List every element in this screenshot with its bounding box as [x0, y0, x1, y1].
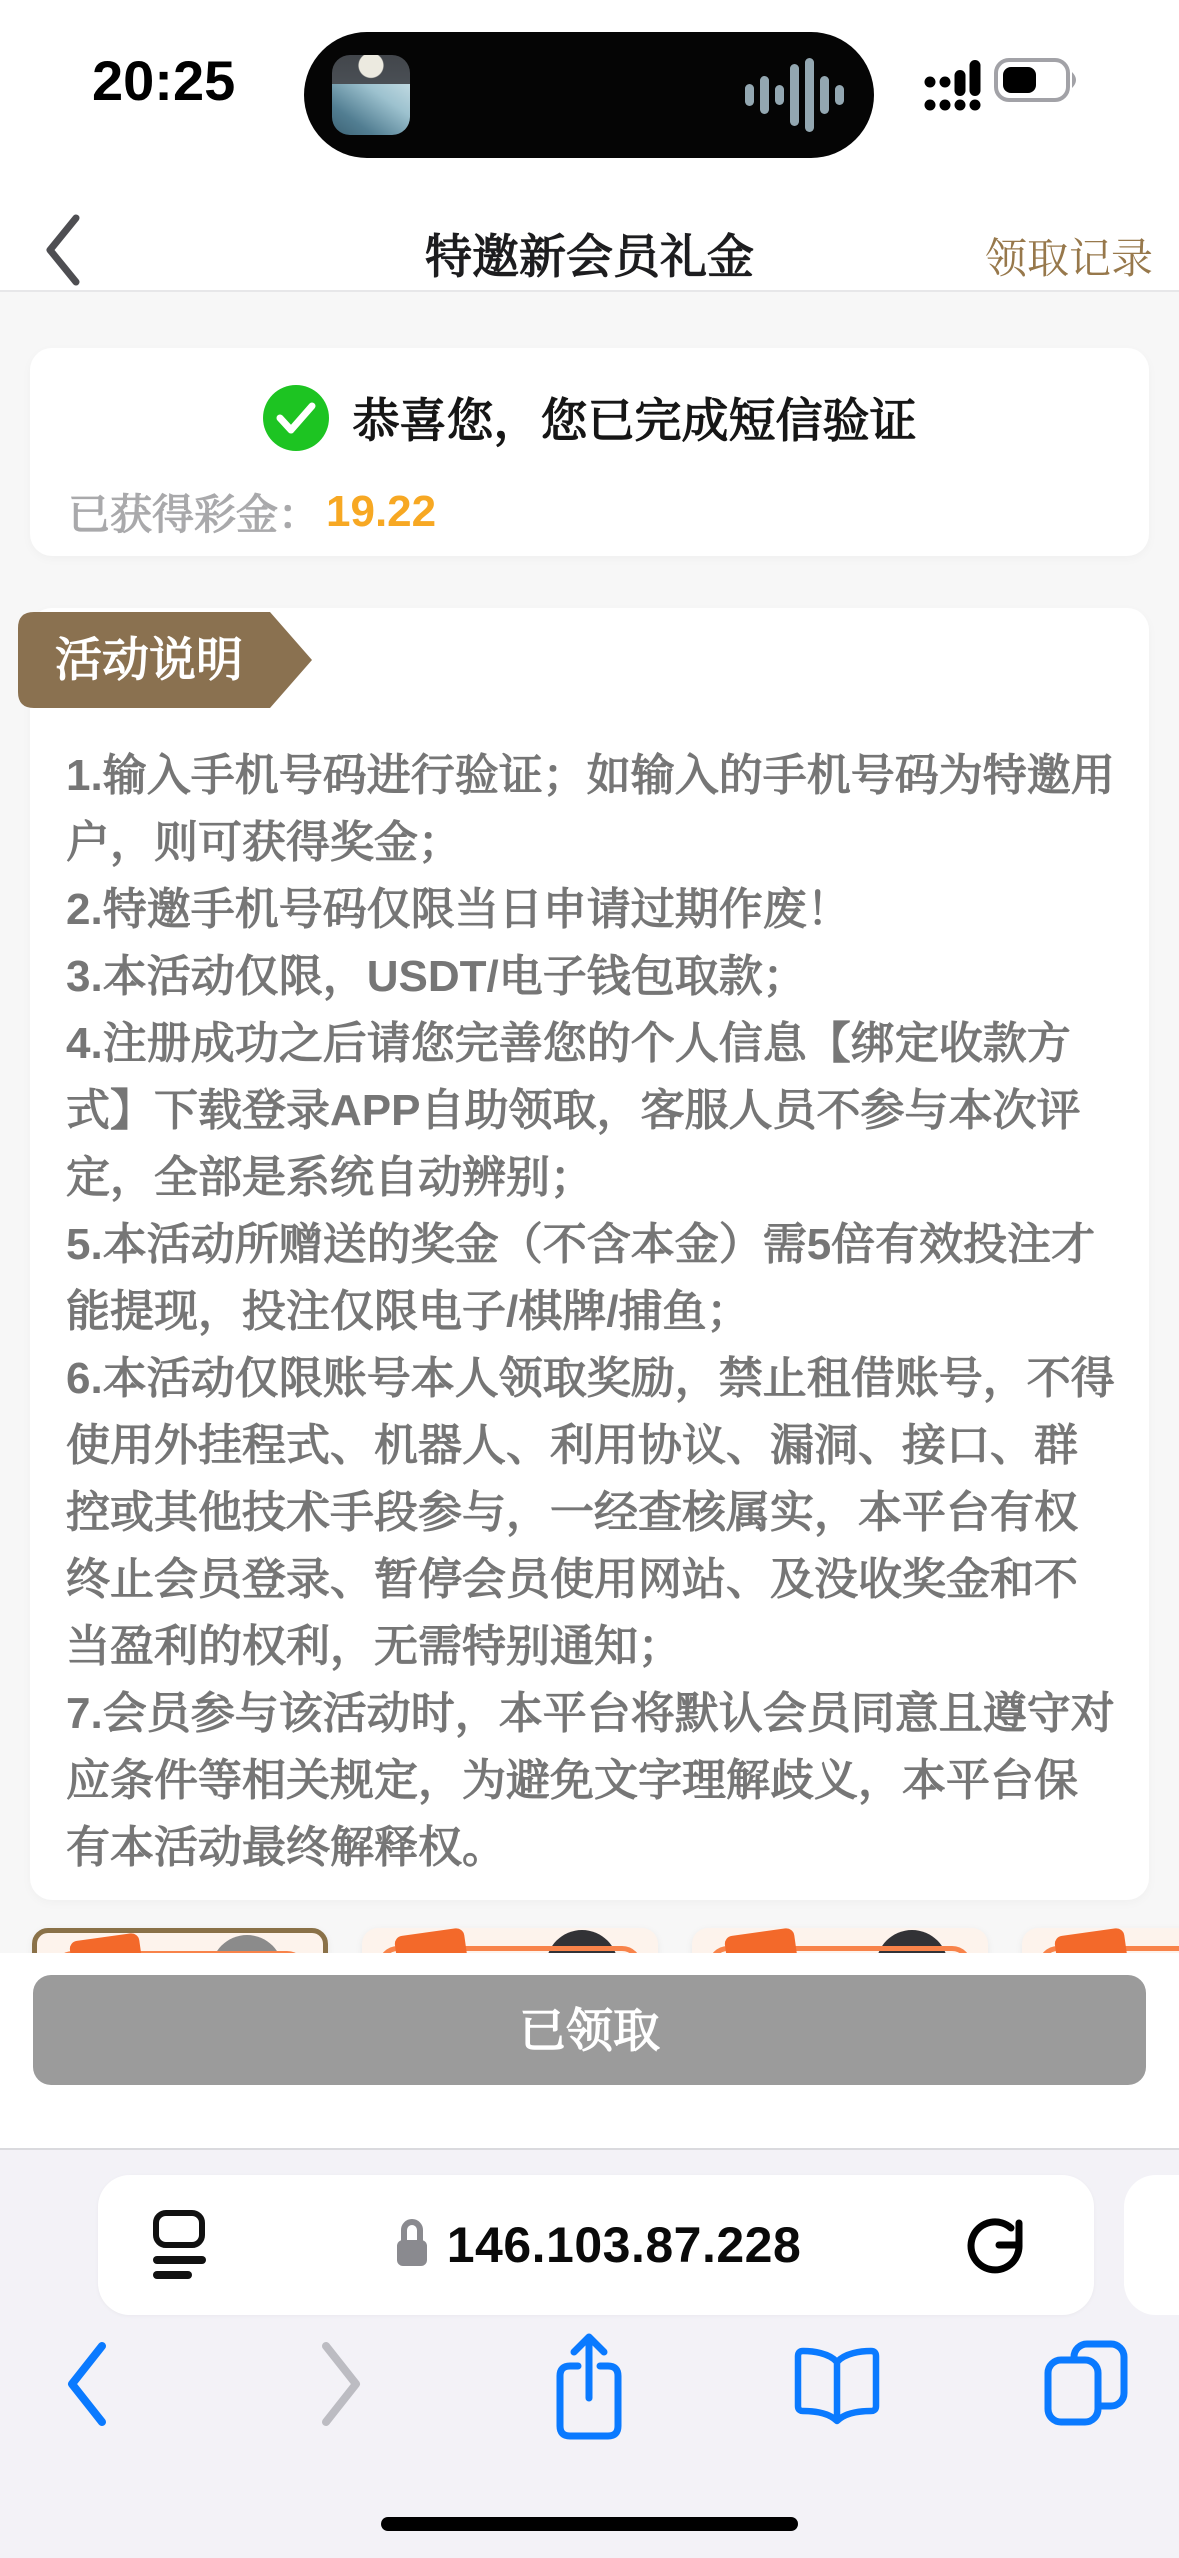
dynamic-island[interactable]: [304, 32, 874, 158]
bonus-value: 19.22: [326, 487, 437, 536]
nav-divider: [0, 290, 1179, 292]
rule-item: 7.会员参与该活动时，本平台将默认会员同意且遵守对应条件等相关规定，为避免文字理解歧义，本平台保有本活动最终解释权。: [66, 1689, 1115, 1872]
activity-rules-card: [30, 608, 1149, 1900]
bonus-label: 已获得彩金：: [68, 491, 321, 538]
tabs-icon[interactable]: [1040, 2338, 1130, 2435]
reload-icon[interactable]: [958, 2209, 1036, 2292]
rule-item: 2.特邀手机号码仅限当日申请过期作废！: [66, 885, 851, 934]
rule-item: 6.本活动仅限账号本人领取奖励，禁止租借账号，不得使用外挂程式、机器人、利用协议、漏洞、接口、群控或其他技术手段参与，一经查核属实，本平台有权终止会员登录、暂停会员使用网站、及没收奖金和不当盈利的权利，无需特别通知；: [66, 1354, 1115, 1671]
claim-records-link[interactable]: 领取记录: [984, 235, 1153, 282]
battery-icon: [994, 58, 1080, 107]
home-indicator[interactable]: [381, 2517, 798, 2531]
rule-item: 5.本活动所赠送的奖金（不含本金）需5倍有效投注才能提现，投注仅限电子/棋牌/捕鱼；: [66, 1220, 1096, 1336]
share-icon[interactable]: [550, 2330, 628, 2451]
cellular-signal-icon: [924, 56, 986, 117]
adjacent-tab-preview[interactable]: [1124, 2175, 1179, 2315]
music-album-art: [332, 55, 410, 135]
back-icon[interactable]: [60, 2338, 112, 2435]
safari-toolbar: [0, 2330, 1179, 2460]
rule-item: 1.输入手机号码进行验证；如输入的手机号码为特邀用户，则可获得奖金；: [66, 751, 1115, 867]
rule-item: 3.本活动仅限，USDT/电子钱包取款；: [66, 952, 807, 1001]
rules-text: [66, 742, 1117, 1881]
bookmarks-icon[interactable]: [791, 2346, 883, 2435]
claimed-button[interactable]: 已领取: [33, 1975, 1146, 2085]
rule-item: 4.注册成功之后请您完善您的个人信息【绑定收款方式】下载登录APP自助领取，客服人员不参与本次评定，全部是系统自动辨别；: [66, 1019, 1081, 1202]
green-check-icon: [263, 385, 329, 451]
forward-icon: [316, 2338, 368, 2435]
rules-ribbon-title: 活动说明: [55, 633, 243, 686]
claim-bar: [0, 1953, 1179, 2148]
safari-bottom-chrome: [0, 2148, 1179, 2558]
url-text[interactable]: 146.103.87.228: [446, 2217, 802, 2273]
rules-ribbon: [18, 612, 312, 708]
page-title: 特邀新会员礼金: [425, 230, 754, 283]
lock-icon: [391, 2215, 433, 2276]
status-time: 20:25: [92, 49, 236, 112]
verification-message: 恭喜您，您已完成短信验证: [352, 394, 917, 447]
verification-result-card: [30, 348, 1149, 556]
address-bar[interactable]: [98, 2175, 1094, 2315]
audio-waveform-icon: [745, 32, 844, 158]
